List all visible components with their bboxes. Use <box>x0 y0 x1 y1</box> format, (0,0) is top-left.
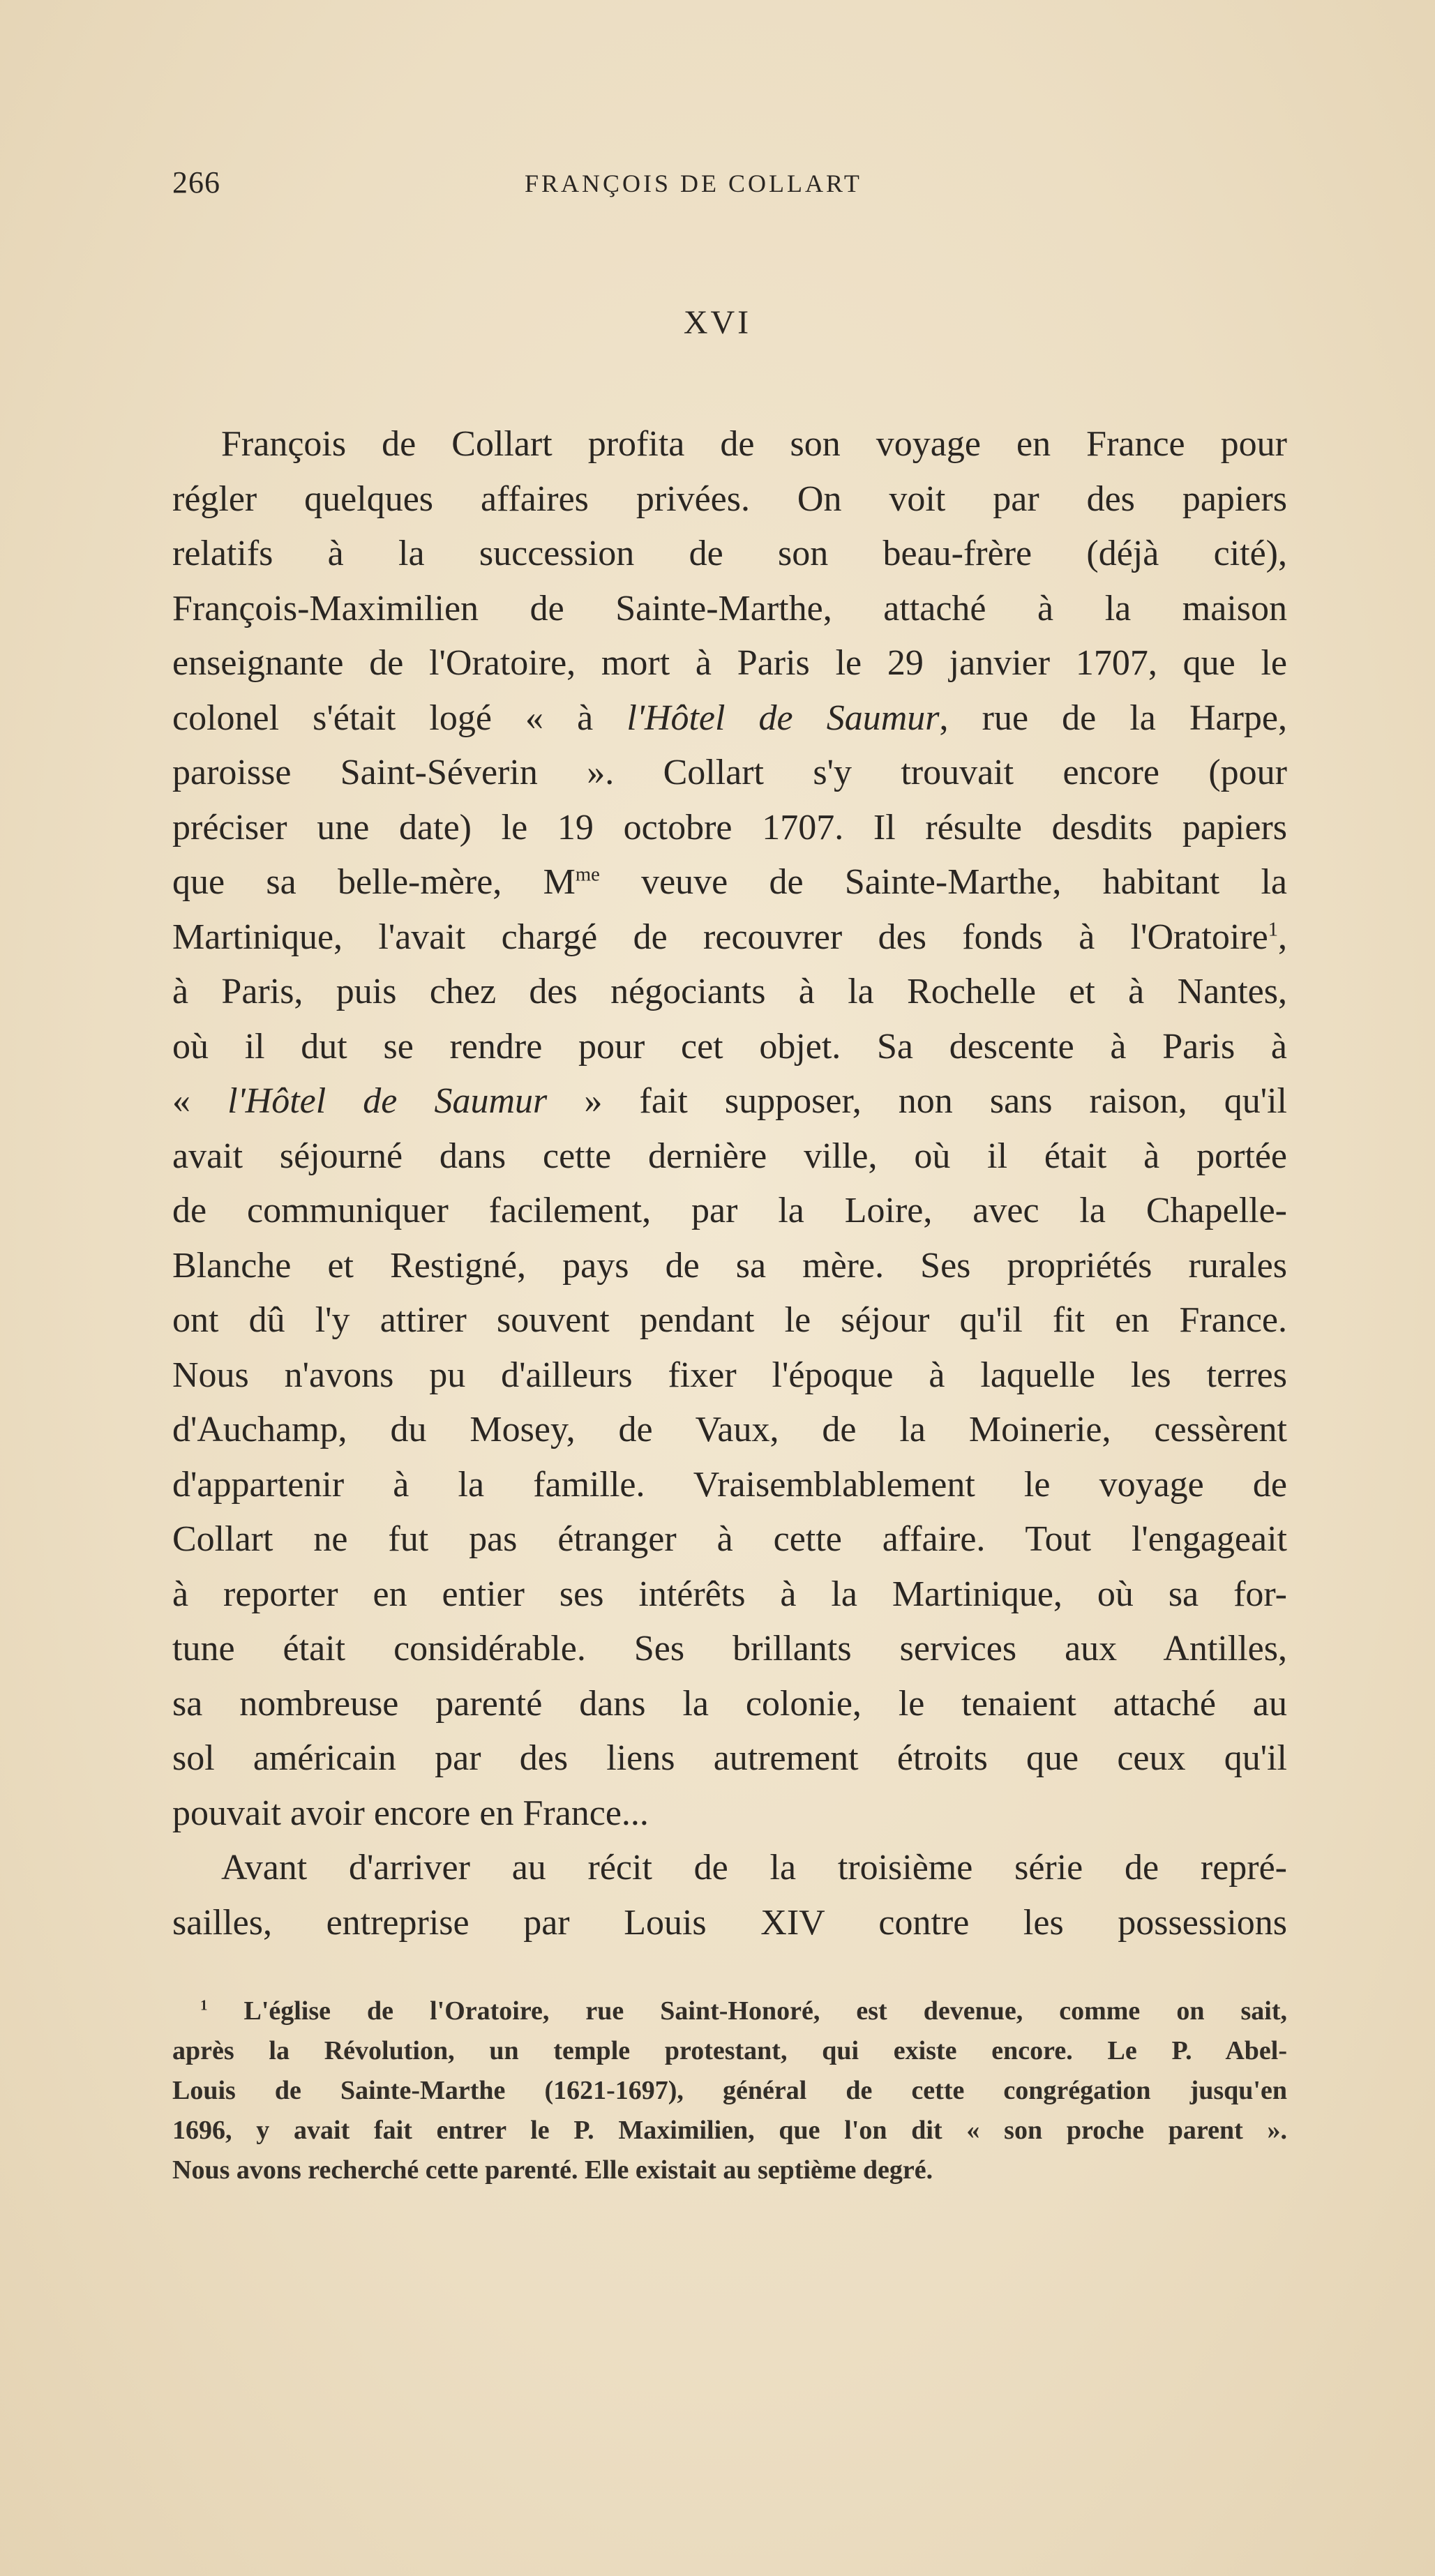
footnote-line <box>172 1991 1287 2031</box>
text-line: tune était considérable. Ses brillants services aux Antilles, <box>172 1629 1287 1669</box>
text-line: à Paris, puis chez des négociants à la Rochelle et à Nantes, <box>172 972 1287 1011</box>
text-segment: que sa belle-mère, M <box>172 862 576 902</box>
text-line: régler quelques affaires privées. On voit par des papiers <box>172 479 1287 519</box>
footnote-line: Nous avons recherché cette parenté. Elle existait au septième degré. <box>172 2155 933 2185</box>
running-title: FRANÇOIS DE COLLART <box>525 170 862 197</box>
footnote <box>172 1991 1287 2190</box>
text-line: avait séjourné dans cette dernière ville, où il était à portée <box>172 1136 1287 1176</box>
text-line: Blanche et Restigné, pays de sa mère. Ses propriétés rurales <box>172 1245 1287 1286</box>
text-line <box>172 691 1287 746</box>
text-segment: , rue de la Harpe, <box>939 698 1287 738</box>
text-line: d'appartenir à la famille. Vraisemblablement le voyage de <box>172 1464 1287 1505</box>
text-line: pouvait avoir encore en France... <box>172 1793 649 1833</box>
text-line: Nous n'avons pu d'ailleurs fixer l'époque à laquelle les terres <box>172 1355 1287 1395</box>
italic-hotel-name: l'Hôtel de Saumur <box>626 698 940 738</box>
text-line: à reporter en entier ses intérêts à la Martinique, où sa for- <box>172 1574 1287 1614</box>
text-segment: » fait supposer, non sans raison, qu'il <box>547 1081 1288 1121</box>
text-segment: colonel s'était logé « à <box>172 698 627 738</box>
text-line: Collart ne fut pas étranger à cette affaire. Tout l'engageait <box>172 1519 1287 1559</box>
text-segment: Martinique, l'avait chargé de recouvrer des fonds à l'Oratoire <box>172 917 1268 957</box>
footnote-marker: 1 <box>200 1996 208 2014</box>
page-number: 266 <box>172 165 220 199</box>
footnote-line: Louis de Sainte-Marthe (1621-1697), général de cette congrégation jusqu'en <box>172 2076 1287 2105</box>
text-line: enseignante de l'Oratoire, mort à Paris le 29 janvier 1707, que le <box>172 643 1287 683</box>
text-segment: , <box>1278 917 1287 957</box>
text-line: sailles, entreprise par Louis XIV contre les possessions <box>172 1902 1287 1943</box>
italic-hotel-name: l'Hôtel de Saumur <box>227 1081 548 1121</box>
superscript-abbrev: me <box>575 864 600 886</box>
text-line: de communiquer facilement, par la Loire, avec la Chapelle- <box>172 1191 1287 1230</box>
body-text <box>172 417 1287 1950</box>
running-head <box>172 165 1289 206</box>
text-line: sa nombreuse parenté dans la colonie, le tenaient attaché au <box>172 1683 1287 1724</box>
text-line: relatifs à la succession de son beau-frère (déjà cité), <box>172 534 1287 573</box>
text-segment: veuve de Sainte-Marthe, habitant la <box>599 862 1287 902</box>
text-line <box>172 855 1287 910</box>
footnote-reference: 1 <box>1268 919 1278 941</box>
text-line: préciser une date) le 19 octobre 1707. Il résulte desdits papiers <box>172 807 1287 848</box>
text-line <box>172 1074 1287 1129</box>
text-line: Avant d'arriver au récit de la troisième série de repré- <box>221 1848 1287 1888</box>
text-line: François de Collart profita de son voyage en France pour <box>221 424 1287 464</box>
footnote-line: 1696, y avait fait entrer le P. Maximilien, que l'on dit « son proche parent ». <box>172 2116 1287 2145</box>
text-line <box>172 910 1287 965</box>
text-segment: « <box>172 1081 228 1121</box>
text-line: où il dut se rendre pour cet objet. Sa descente à Paris à <box>172 1026 1287 1067</box>
footnote-line: après la Révolution, un temple protestant, qui existe encore. Le P. Abel- <box>172 2036 1287 2065</box>
text-line: ont dû l'y attirer souvent pendant le séjour qu'il fit en France. <box>172 1300 1287 1340</box>
text-line: d'Auchamp, du Mosey, de Vaux, de la Moinerie, cessèrent <box>172 1410 1287 1449</box>
text-line: paroisse Saint-Séverin ». Collart s'y trouvait encore (pour <box>172 753 1287 792</box>
chapter-heading: XVI <box>683 304 752 341</box>
text-line: sol américain par des liens autrement étroits que ceux qu'il <box>172 1738 1287 1778</box>
text-segment: L'église de l'Oratoire, rue Saint-Honoré, est devenue, comme on sait, <box>207 1996 1287 2026</box>
text-line: François-Maximilien de Sainte-Marthe, attaché à la maison <box>172 588 1287 628</box>
